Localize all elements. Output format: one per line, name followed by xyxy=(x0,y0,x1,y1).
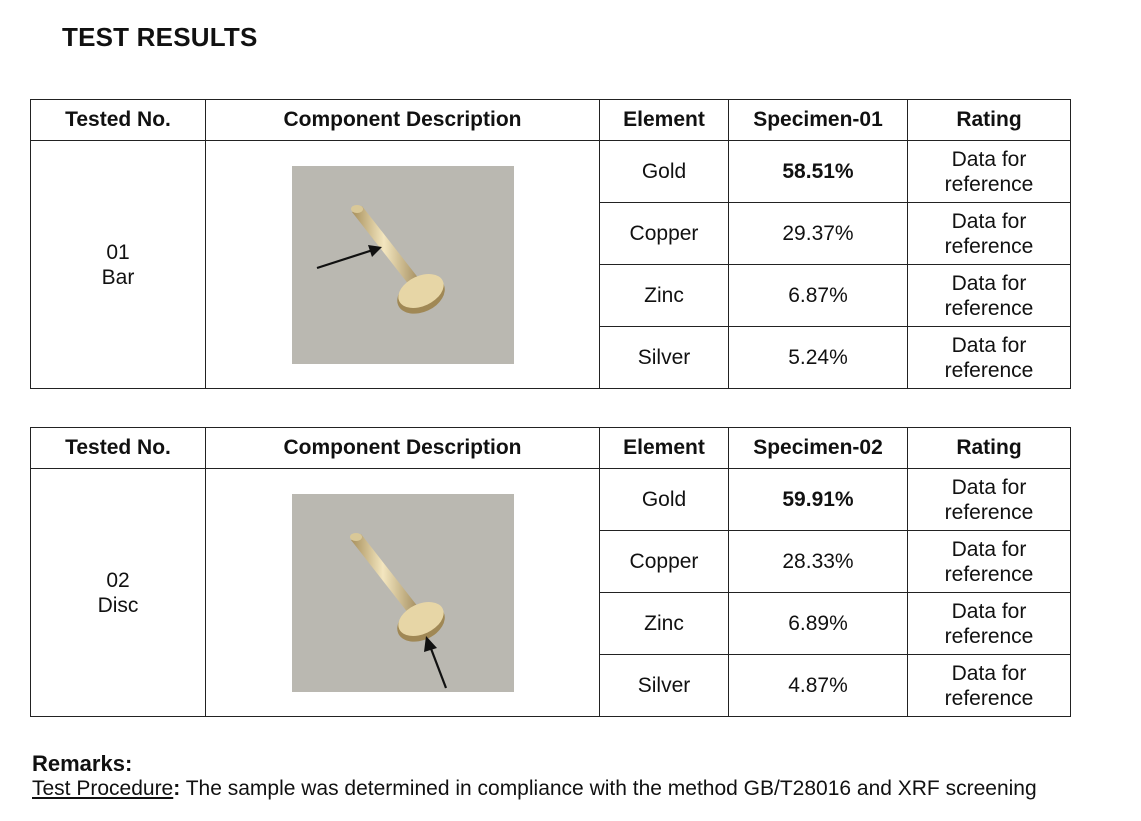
table-row xyxy=(31,141,1071,203)
test-procedure-label: Test Procedure xyxy=(32,777,174,800)
value-cell: 6.87% xyxy=(729,265,908,327)
element-cell: Silver xyxy=(600,655,729,717)
element-cell: Gold xyxy=(600,141,729,203)
rating-cell: Data for reference xyxy=(908,203,1071,265)
element-cell: Copper xyxy=(600,531,729,593)
value-cell: 6.89% xyxy=(729,593,908,655)
results-table-2 xyxy=(30,427,1071,717)
rating-cell: Data for reference xyxy=(908,655,1071,717)
tested-no-cell: 02 Disc xyxy=(31,469,206,717)
rating-cell: Data for reference xyxy=(908,327,1071,389)
value-cell: 59.91% xyxy=(729,469,908,531)
value-cell: 5.24% xyxy=(729,327,908,389)
element-cell: Silver xyxy=(600,327,729,389)
rating-cell: Data for reference xyxy=(908,593,1071,655)
rating-cell: Data for reference xyxy=(908,469,1071,531)
header-tested-no: Tested No. xyxy=(31,428,206,469)
rating-cell: Data for reference xyxy=(908,141,1071,203)
rating-cell: Data for reference xyxy=(908,265,1071,327)
component-photo-cell xyxy=(206,141,600,389)
header-component-description: Component Description xyxy=(206,100,600,141)
page-title: TEST RESULTS xyxy=(62,22,258,52)
element-cell: Zinc xyxy=(600,265,729,327)
value-cell: 58.51% xyxy=(729,141,908,203)
component-photo xyxy=(292,166,514,364)
component-photo-cell xyxy=(206,469,600,717)
header-component-description: Component Description xyxy=(206,428,600,469)
rating-cell: Data for reference xyxy=(908,531,1071,593)
header-element: Element xyxy=(600,100,729,141)
value-cell: 29.37% xyxy=(729,203,908,265)
value-cell: 4.87% xyxy=(729,655,908,717)
test-procedure-text: The sample was determined in compliance with the method GB/T28016 and XRF screening xyxy=(180,777,1037,800)
element-cell: Zinc xyxy=(600,593,729,655)
header-rating: Rating xyxy=(908,100,1071,141)
element-cell: Gold xyxy=(600,469,729,531)
header-specimen: Specimen-02 xyxy=(729,428,908,469)
table-header-row xyxy=(31,428,1071,469)
test-procedure xyxy=(32,777,1037,801)
remarks-heading: Remarks: xyxy=(32,751,133,776)
table-header-row xyxy=(31,100,1071,141)
header-rating: Rating xyxy=(908,428,1071,469)
header-tested-no: Tested No. xyxy=(31,100,206,141)
element-cell: Copper xyxy=(600,203,729,265)
results-table-1 xyxy=(30,99,1071,389)
header-element: Element xyxy=(600,428,729,469)
tested-no-cell: 01 Bar xyxy=(31,141,206,389)
table-row xyxy=(31,469,1071,531)
component-photo xyxy=(292,494,514,692)
test-procedure-colon: : xyxy=(173,777,181,800)
value-cell: 28.33% xyxy=(729,531,908,593)
header-specimen: Specimen-01 xyxy=(729,100,908,141)
